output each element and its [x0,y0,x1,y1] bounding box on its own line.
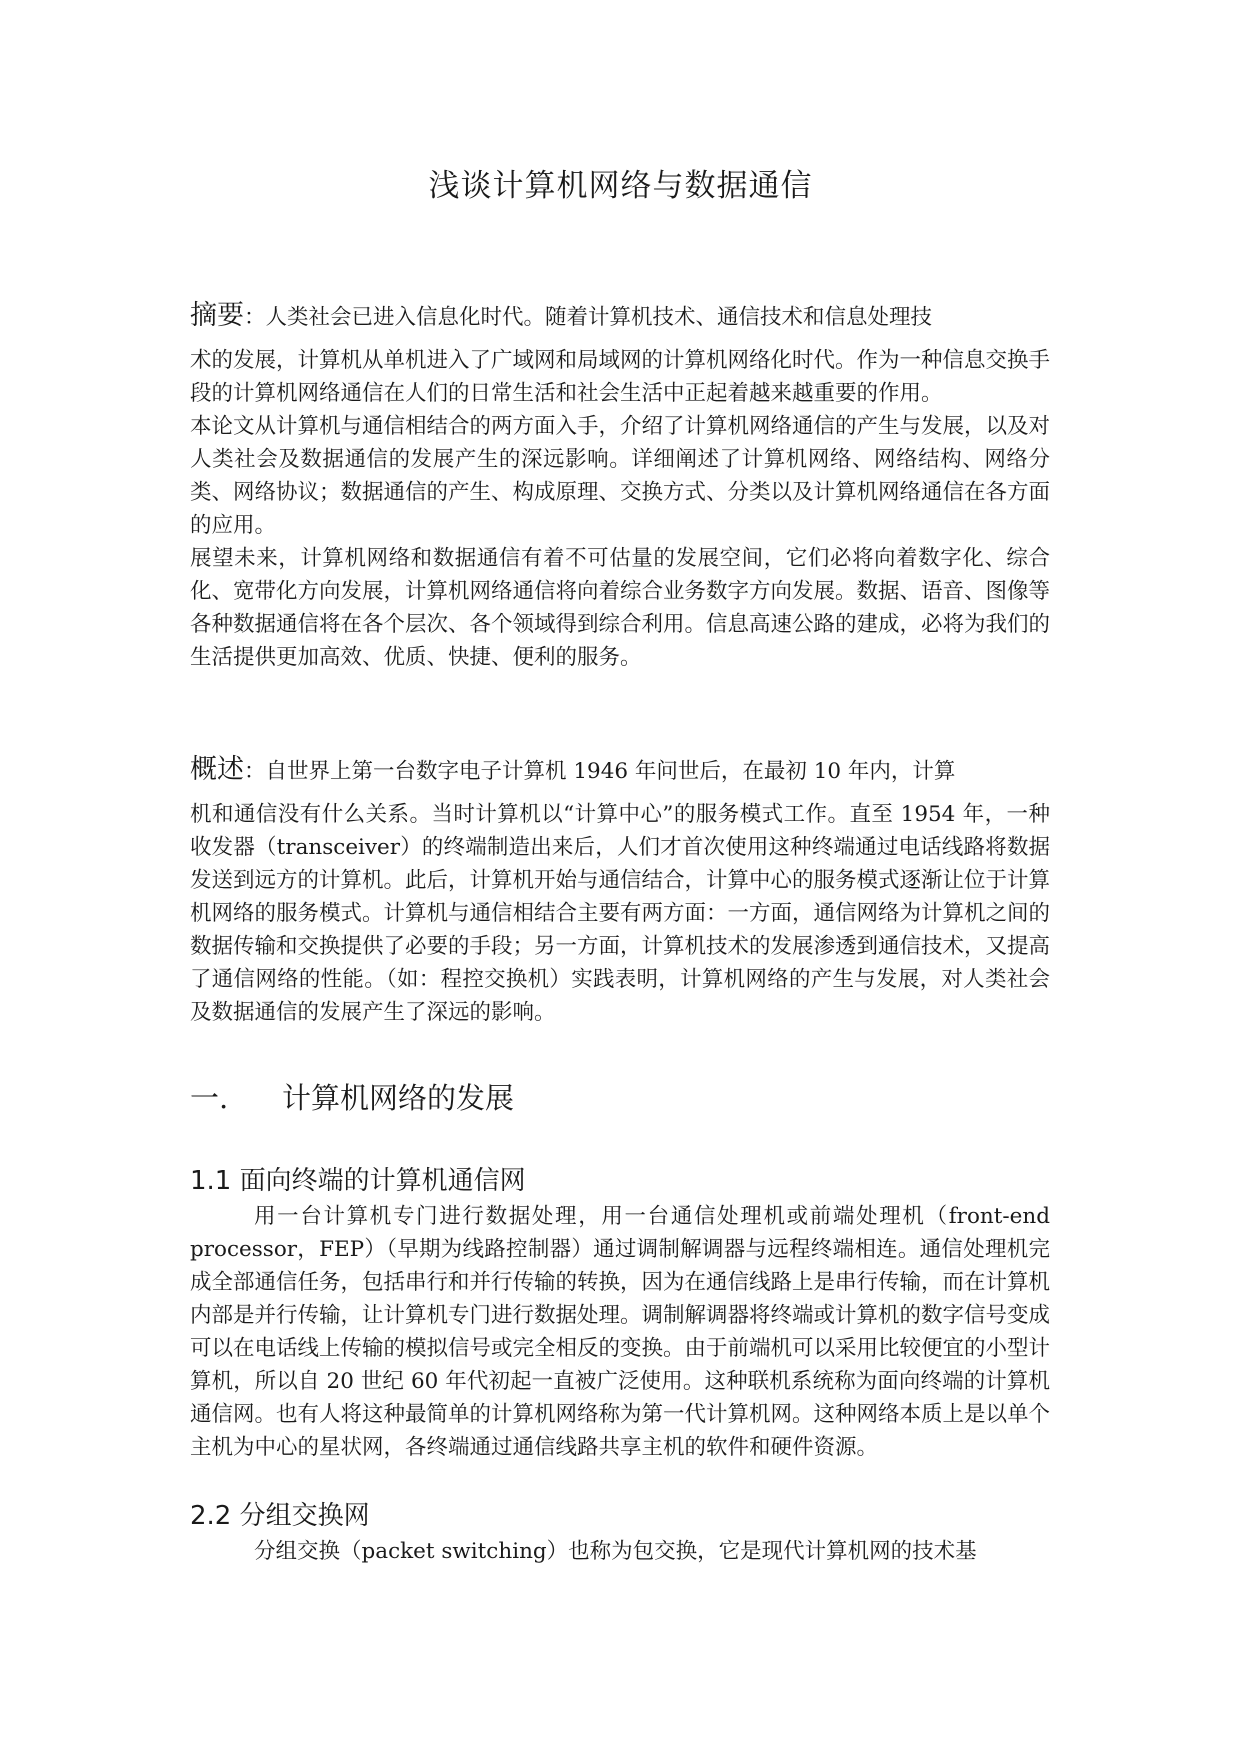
overview-label: 概述 [190,754,244,785]
overview-paragraph-cont: 机和通信没有什么关系。当时计算机以“计算中心”的服务模式工作。直至 1954 年，一种收发器（transceiver）的终端制造出来后，人们才首次使用这种终端通过电话线路将数据发送到远方的计算机。此后，计算机开始与通信结合，计算中心的服务模式逐渐让位于计算机网络的服务模式。计算机与通信相结合主要有两方面：一方面，通信网络为计算机之间的数据传输和交换提供了必要的手段；另一方面，计算机技术的发展渗透到通信技术，又提高了通信网络的性能。（如：程控交换机）实践表明，计算机网络的产生与发展，对人类社会及数据通信的发展产生了深远的影响。 [190,802,1051,1025]
abstract-section [190,296,1050,674]
subsection-2-2-paragraph: 分组交换（packet switching）也称为包交换，它是现代计算机网的技术基 [254,1539,977,1564]
abstract-paragraph-2: 本论文从计算机与通信相结合的两方面入手，介绍了计算机网络通信的产生与发展，以及对人类社会及数据通信的发展产生的深远影响。详细阐述了计算机网络、网络结构、网络分类、网络协议；数据通信的产生、构成原理、交换方式、分类以及计算机网络通信在各方面的应用。 [190,414,1051,538]
subsection-heading-1-1: 1.1 面向终端的计算机通信网 [190,1166,526,1196]
subsection-2-2-body [190,1535,1050,1568]
abstract-first-line: 人类社会已进入信息化时代。随着计算机技术、通信技术和信息处理技 [265,305,933,330]
section-title: 计算机网络的发展 [282,1081,515,1115]
abstract-separator: ： [244,305,266,330]
overview-first-line: 自世界上第一台数字电子计算机 1946 年问世后，在最初 10 年内，计算 [265,759,956,784]
section-heading-1 [190,1076,514,1117]
abstract-paragraph-1 [190,296,1050,338]
overview-section [190,750,1050,1029]
subsection-1-1-body [190,1200,1050,1464]
subsection-1-1-paragraph: 用一台计算机专门进行数据处理，用一台通信处理机或前端处理机（front-end processor，FEP）（早期为线路控制器）通过调制解调器与远程终端相连。通信处理机完成全部通信任务，包括串行和并行传输的转换，因为在通信线路上是串行传输，而在计算机内部是并行传输，让计算机专门进行数据处理。调制解调器将终端或计算机的数字信号变成可以在电话线上传输的模拟信号或完全相反的变换。由于前端机可以采用比较便宜的小型计算机，所以自 20 世纪 60 年代初起一直被广泛使用。这种联机系统称为面向终端的计算机通信网。也有人将这种最简单的计算机网络称为第一代计算机网。这种网络本质上是以单个主机为中心的星状网，各终端通过通信线路共享主机的软件和硬件资源。 [190,1204,1051,1460]
abstract-paragraph-3: 展望未来，计算机网络和数据通信有着不可估量的发展空间，它们必将向着数字化、综合化、宽带化方向发展，计算机网络通信将向着综合业务数字方向发展。数据、语音、图像等各种数据通信将在各个层次、各个领域得到综合利用。信息高速公路的建成，必将为我们的生活提供更加高效、优质、快捷、便利的服务。 [190,546,1051,670]
subsection-heading-2-2: 2.2 分组交换网 [190,1501,370,1531]
abstract-label: 摘要 [190,300,244,331]
abstract-paragraph-1-cont: 术的发展，计算机从单机进入了广域网和局域网的计算机网络化时代。作为一种信息交换手段的计算机网络通信在人们的日常生活和社会生活中正起着越来越重要的作用。 [190,348,1051,406]
section-number: 一. [190,1081,229,1115]
page-title: 浅谈计算机网络与数据通信 [428,168,813,204]
overview-separator: ： [244,759,266,784]
overview-paragraph [190,750,1050,792]
